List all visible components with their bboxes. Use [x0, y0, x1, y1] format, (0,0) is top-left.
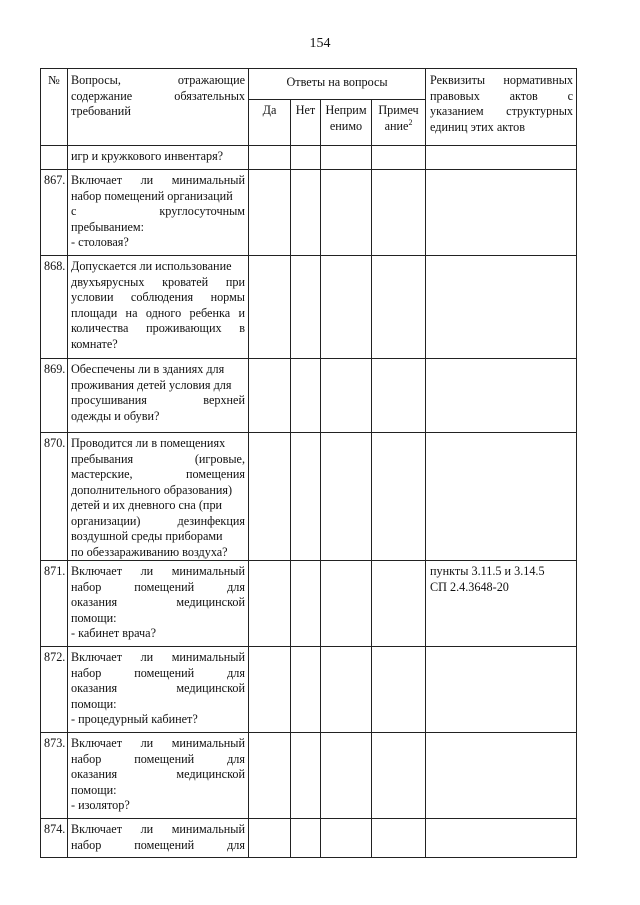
row-question — [68, 359, 249, 433]
table-row — [41, 433, 577, 561]
header-na-line2: енимо — [329, 118, 363, 133]
answer-na-cell[interactable] — [321, 359, 372, 433]
answer-yes-cell[interactable] — [249, 359, 291, 433]
answer-note-cell[interactable] — [372, 359, 426, 433]
row-number: 867. — [41, 170, 68, 256]
question-line: воздушной среды приборами — [71, 529, 223, 543]
question-line: условии соблюдения нормы — [71, 290, 245, 304]
answer-no-cell[interactable] — [291, 146, 321, 170]
question-line: детей и их дневного сна (при — [71, 498, 223, 512]
header-row-1 — [41, 69, 577, 100]
header-note-line2: ание — [384, 118, 409, 133]
answer-note-cell[interactable] — [372, 819, 426, 858]
question-line: двухъярусных кроватей при — [71, 274, 245, 289]
row-number: 874. — [41, 819, 68, 858]
question-line: пребывания (игровые, — [71, 451, 245, 466]
question-line: набор помещений для — [71, 751, 245, 766]
question-line: Включает ли минимальный — [71, 822, 245, 836]
row-question — [68, 819, 249, 858]
requisites-cell — [426, 146, 577, 170]
requisites-reference: пункты 3.11.5 и 3.14.5 — [430, 564, 545, 578]
answer-na-cell[interactable] — [321, 733, 372, 819]
row-question — [68, 170, 249, 256]
answer-yes-cell[interactable] — [249, 561, 291, 647]
question-line: пребыванием: — [71, 219, 144, 234]
answer-note-cell[interactable] — [372, 146, 426, 170]
question-line: оказания медицинской — [71, 767, 245, 781]
question-line: организации) дезинфекция — [71, 513, 245, 528]
table-row — [41, 170, 577, 256]
table-row — [41, 647, 577, 733]
requisites-cell — [426, 433, 577, 561]
question-line: количества проживающих в — [71, 321, 245, 335]
table-row — [41, 359, 577, 433]
row-number: 869. — [41, 359, 68, 433]
answer-note-cell[interactable] — [372, 256, 426, 359]
answer-note-cell[interactable] — [372, 561, 426, 647]
row-question — [68, 733, 249, 819]
table-row — [41, 256, 577, 359]
page-number: 154 — [309, 36, 331, 51]
header-note-line1: Примеч — [378, 103, 419, 117]
question-line: помощи: — [71, 782, 117, 797]
question-line: помощи: — [71, 610, 117, 625]
question-line: проживания детей условия для — [71, 377, 232, 392]
requisites-cell — [426, 819, 577, 858]
requisites-cell — [426, 647, 577, 733]
row-number: 873. — [41, 733, 68, 819]
requisites-cell — [426, 256, 577, 359]
question-line: с круглосуточным — [71, 204, 245, 218]
requisites-reference: СП 2.4.3648-20 — [430, 579, 509, 594]
table-row — [41, 733, 577, 819]
answer-yes-cell[interactable] — [249, 819, 291, 858]
header-questions: Вопросы, отражающие содержание обязательных требований — [68, 69, 249, 146]
requisites-cell — [426, 561, 577, 647]
question-line: помощи: — [71, 696, 117, 711]
question-line: просушивания верхней — [71, 393, 245, 407]
row-question — [68, 561, 249, 647]
header-answers: Ответы на вопросы — [249, 69, 426, 100]
answer-yes-cell[interactable] — [249, 170, 291, 256]
header-note-sup: 2 — [408, 117, 413, 127]
question-line: - кабинет врача? — [71, 626, 156, 640]
question-line: игр и кружкового инвентаря? — [71, 149, 224, 163]
question-line: мастерские, помещения — [71, 467, 245, 481]
table-body — [41, 146, 577, 858]
question-line: набор помещений для — [71, 665, 245, 680]
question-line: площади на одного ребенка и — [71, 305, 245, 320]
header-requisites: Реквизиты нормативных правовых актов с указанием структурных единиц этих актов — [426, 69, 577, 146]
answer-na-cell[interactable] — [321, 647, 372, 733]
requisites-cell — [426, 359, 577, 433]
answer-note-cell[interactable] — [372, 433, 426, 561]
question-line: Включает ли минимальный — [71, 173, 245, 187]
question-line: Допускается ли использование — [71, 259, 232, 273]
question-line: комнате? — [71, 336, 118, 351]
row-question — [68, 256, 249, 359]
table-row — [41, 819, 577, 858]
answer-na-cell[interactable] — [321, 819, 372, 858]
row-question — [68, 433, 249, 561]
question-line: набор помещений организаций — [71, 188, 233, 203]
header-num: № — [41, 69, 68, 146]
header-na-line1: Неприм — [325, 103, 367, 117]
row-number: 872. — [41, 647, 68, 733]
table-row — [41, 146, 577, 170]
answer-note-cell[interactable] — [372, 647, 426, 733]
answer-na-cell[interactable] — [321, 170, 372, 256]
question-line: - столовая? — [71, 235, 129, 249]
question-line: Включает ли минимальный — [71, 650, 245, 664]
question-line: Включает ли минимальный — [71, 736, 245, 750]
answer-yes-cell[interactable] — [249, 647, 291, 733]
question-line: дополнительного образования) — [71, 482, 233, 497]
question-line: оказания медицинской — [71, 595, 245, 609]
question-line: набор помещений для — [71, 579, 245, 594]
question-line: - изолятор? — [71, 798, 130, 812]
row-number: 868. — [41, 256, 68, 359]
answer-note-cell[interactable] — [372, 733, 426, 819]
row-number — [41, 146, 68, 170]
question-line: Проводится ли в помещениях — [71, 436, 226, 450]
row-number: 870. — [41, 433, 68, 561]
header-no: Нет — [291, 100, 321, 146]
answer-note-cell[interactable] — [372, 170, 426, 256]
requisites-cell — [426, 733, 577, 819]
answer-na-cell[interactable] — [321, 146, 372, 170]
answer-na-cell[interactable] — [321, 256, 372, 359]
answer-no-cell[interactable] — [291, 433, 321, 561]
answer-yes-cell[interactable] — [249, 733, 291, 819]
answer-yes-cell[interactable] — [249, 146, 291, 170]
question-line: Включает ли минимальный — [71, 564, 245, 578]
requirements-table — [40, 68, 577, 858]
row-question — [68, 146, 249, 170]
question-line: Обеспечены ли в зданиях для — [71, 362, 225, 376]
answer-no-cell[interactable] — [291, 733, 321, 819]
question-line: набор помещений для — [71, 837, 245, 852]
table-row — [41, 561, 577, 647]
header-not-applicable — [321, 100, 372, 146]
header-yes: Да — [249, 100, 291, 146]
answer-no-cell[interactable] — [291, 170, 321, 256]
question-line: по обеззараживанию воздуха? — [71, 544, 228, 559]
answer-yes-cell[interactable] — [249, 256, 291, 359]
question-line: оказания медицинской — [71, 681, 245, 695]
answer-yes-cell[interactable] — [249, 433, 291, 561]
question-line: одежды и обуви? — [71, 408, 160, 423]
answer-no-cell[interactable] — [291, 647, 321, 733]
question-line: - процедурный кабинет? — [71, 712, 198, 726]
answer-na-cell[interactable] — [321, 561, 372, 647]
answer-no-cell[interactable] — [291, 561, 321, 647]
header-note — [372, 100, 426, 146]
requisites-cell — [426, 170, 577, 256]
row-number: 871. — [41, 561, 68, 647]
answer-no-cell[interactable] — [291, 256, 321, 359]
answer-no-cell[interactable] — [291, 819, 321, 858]
answer-na-cell[interactable] — [321, 433, 372, 561]
answer-no-cell[interactable] — [291, 359, 321, 433]
row-question — [68, 647, 249, 733]
